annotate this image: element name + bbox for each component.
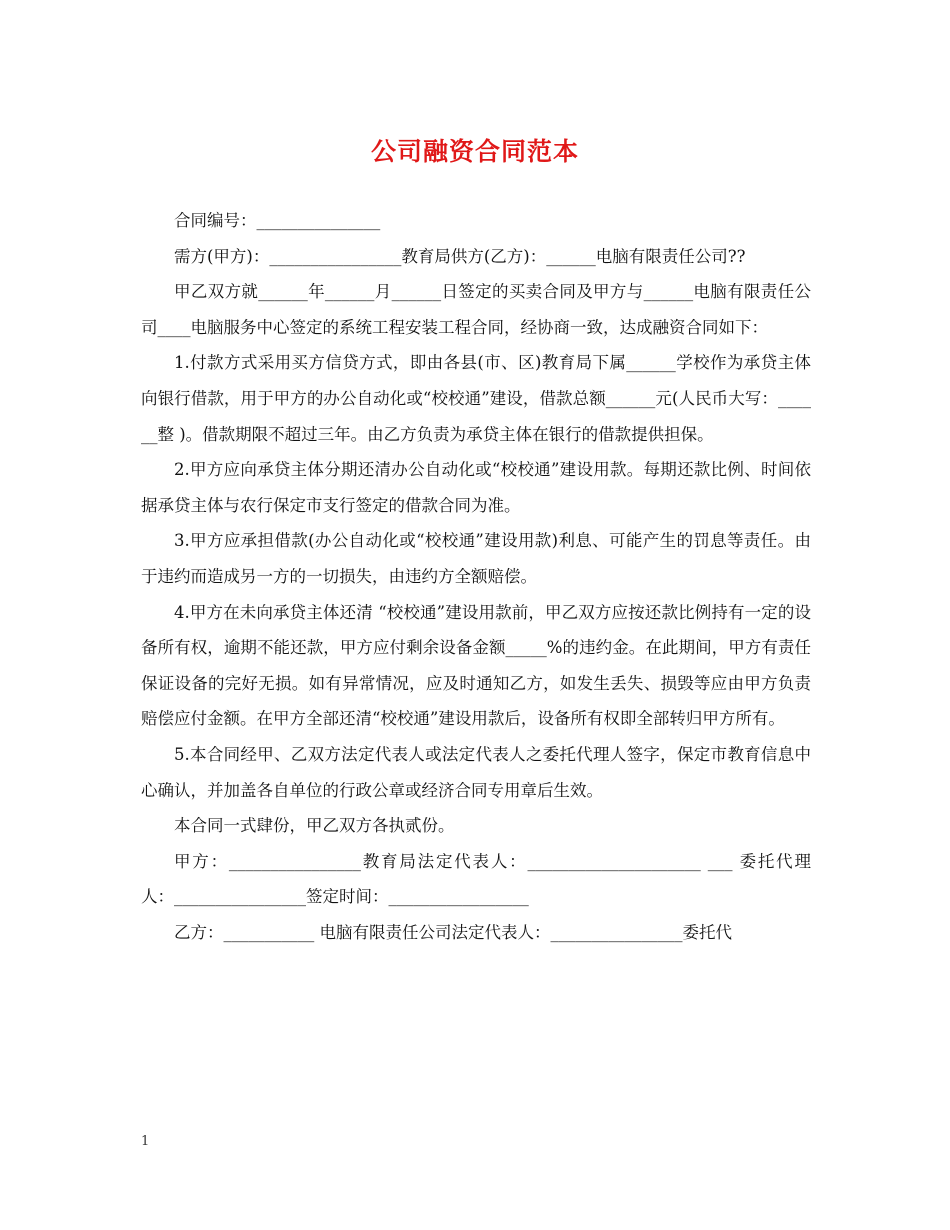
clause-1-paragraph: 1.付款方式采用买方信贷方式，即由各县(市、区)教育局下属______学校作为承贷主体向银行借款，用于甲方的办公自动化或“校校通”建设，借款总额______元(人民币大写：______整 )。借款期限不超过三年。由乙方负责为承贷主体在银行的借款提供担保。 bbox=[141, 353, 811, 444]
party-b-signature-line: 乙方：___________ 电脑有限责任公司法定代表人：________________委托代 bbox=[174, 922, 732, 942]
clause-2-paragraph: 2.甲方应向承贷主体分期还清办公自动化或“校校通”建设用款。每期还款比例、时间依据承贷主体与农行保定市支行签定的借款合同为准。 bbox=[141, 460, 811, 515]
clause-4-paragraph: 4.甲方在未向承贷主体还清 “校校通”建设用款前，甲乙双方应按还款比例持有一定的设备所有权，逾期不能还款，甲方应付剩余设备金额_____%的违约金。在此期间，甲方有责任保证设备的完好无损。如有异常情况，应及时通知乙方，如发生丢失、损毁等应由甲方负责赔偿应付金额。在甲方全部还清“校校通”建设用款后，设备所有权即全部转归甲方所有。 bbox=[141, 602, 811, 729]
parties-line: 需方(甲方)：________________教育局供方(乙方)：______电脑有限责任公司?? bbox=[174, 246, 746, 266]
document-title: 公司融资合同范本 bbox=[370, 137, 579, 166]
party-a-signature-line: 甲方：________________教育局法定代表人：_____________________ ___ 委托代理人：________________签定时间：_________________ bbox=[141, 851, 811, 907]
contract-number-line: 合同编号：_______________ bbox=[174, 211, 381, 230]
page-number: 1 bbox=[141, 1134, 150, 1149]
preamble-paragraph: 甲乙双方就______年______月______日签定的买卖合同及甲方与______电脑有限责任公司____电脑服务中心签定的系统工程安装工程合同，经协商一致，达成融资合同如下： bbox=[141, 282, 811, 337]
clause-5-paragraph: 5.本合同经甲、乙双方法定代表人或法定代表人之委托代理人签字，保定市教育信息中心确认，并加盖各自单位的行政公章或经济合同专用章后生效。 bbox=[141, 744, 811, 800]
document-body bbox=[141, 203, 811, 950]
copies-paragraph: 本合同一式肆份，甲乙双方各执贰份。 bbox=[174, 816, 455, 836]
clause-3-paragraph: 3.甲方应承担借款(办公自动化或“校校通”建设用款)利息、可能产生的罚息等责任。由于违约而造成另一方的一切损失，由违约方全额赔偿。 bbox=[141, 531, 811, 586]
